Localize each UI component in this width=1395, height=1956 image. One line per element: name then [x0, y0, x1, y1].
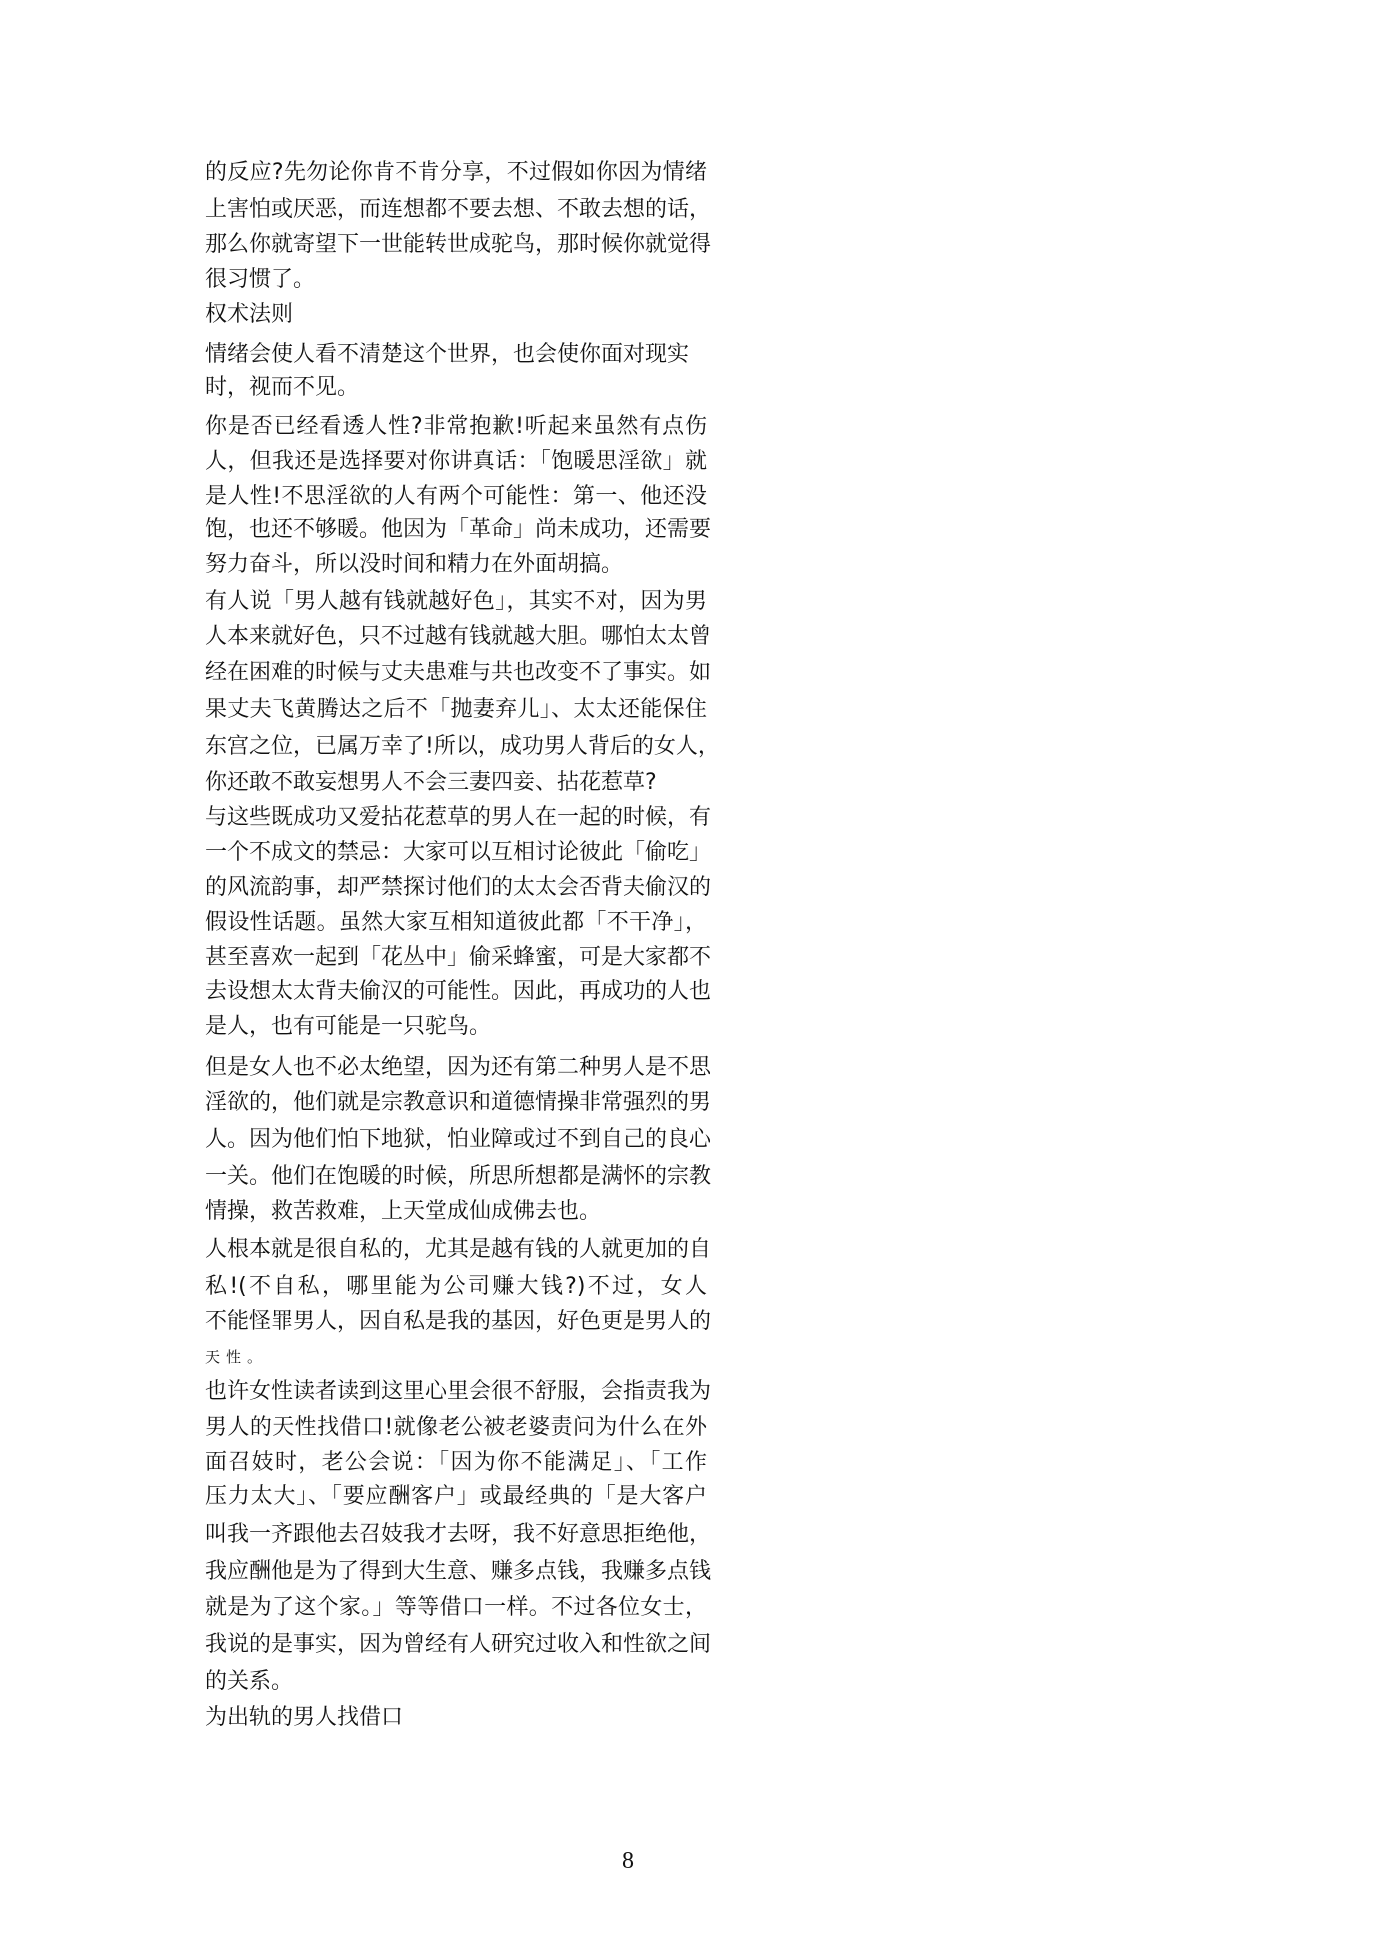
text-line: 就是为了这个家。」等等借口一样。不过各位女士， — [205, 1595, 707, 1620]
text-line: 人，但我还是选择要对你讲真话：「饱暖思淫欲」就 — [205, 449, 707, 474]
text-line: 假设性话题。虽然大家互相知道彼此都「不干净」， — [205, 910, 707, 935]
text-line: 的关系。 — [205, 1669, 294, 1694]
text-line: 有人说「男人越有钱就越好色」，其实不对，因为男 — [205, 589, 707, 614]
text-line: 的反应?先勿论你肯不肯分享，不过假如你因为情绪 — [205, 160, 707, 185]
text-line: 果丈夫飞黄腾达之后不「抛妻弃儿」、太太还能保住 — [205, 697, 707, 722]
page-number: 8 — [622, 1848, 634, 1874]
text-line: 男人的天性找借口!就像老公被老婆责问为什么在外 — [205, 1415, 707, 1440]
text-line: 我应酬他是为了得到大生意、赚多点钱，我赚多点钱 — [205, 1559, 712, 1584]
text-line: 我说的是事实，因为曾经有人研究过收入和性欲之间 — [205, 1632, 712, 1657]
text-line: 那么你就寄望下一世能转世成驼鸟，那时候你就觉得 — [205, 232, 712, 257]
text-line: 情操，救苦救难，上天堂成仙成佛去也。 — [205, 1199, 602, 1224]
text-line: 人根本就是很自私的，尤其是越有钱的人就更加的自 — [205, 1237, 712, 1262]
text-line: 面召妓时，老公会说：「因为你不能满足」、「工作 — [205, 1450, 707, 1475]
text-line: 私!(不自私，哪里能为公司赚大钱?)不过，女人 — [205, 1274, 707, 1299]
section-heading: 为出轨的男人找借口 — [205, 1705, 404, 1730]
text-line: 去设想太太背夫偷汉的可能性。因此，再成功的人也 — [205, 979, 712, 1004]
text-line: 与这些既成功又爱拈花惹草的男人在一起的时候，有 — [205, 805, 712, 830]
text-line: 你还敢不敢妄想男人不会三妻四妾、拈花惹草? — [205, 770, 657, 795]
text-line: 努力奋斗，所以没时间和精力在外面胡搞。 — [205, 552, 624, 577]
text-line: 淫欲的，他们就是宗教意识和道德情操非常强烈的男 — [205, 1090, 712, 1115]
text-line: 饱，也还不够暖。他因为「革命」尚未成功，还需要 — [205, 517, 712, 542]
text-line: 很习惯了。 — [205, 267, 316, 292]
section-heading: 权术法则 — [205, 302, 294, 327]
text-line: 是人，也有可能是一只驼鸟。 — [205, 1014, 492, 1039]
text-line: 的风流韵事，却严禁探讨他们的太太会否背夫偷汉的 — [205, 875, 712, 900]
text-line: 东宫之位，已属万幸了!所以，成功男人背后的女人， — [205, 734, 720, 759]
text-line: 经在困难的时候与丈夫患难与共也改变不了事实。如 — [205, 660, 712, 685]
text-line: 天性。 — [205, 1348, 269, 1366]
text-line: 不能怪罪男人，因自私是我的基因，好色更是男人的 — [205, 1309, 712, 1334]
text-line: 情绪会使人看不清楚这个世界，也会使你面对现实 — [205, 342, 690, 367]
text-line: 人本来就好色，只不过越有钱就越大胆。哪怕太太曾 — [205, 624, 712, 649]
text-line: 甚至喜欢一起到「花丛中」偷采蜂蜜，可是大家都不 — [205, 945, 712, 970]
text-line: 上害怕或厌恶，而连想都不要去想、不敢去想的话， — [205, 197, 712, 222]
text-line: 时，视而不见。 — [205, 375, 360, 400]
text-line: 一个不成文的禁忌：大家可以互相讨论彼此「偷吃」 — [205, 840, 712, 865]
text-line: 人。因为他们怕下地狱，怕业障或过不到自己的良心 — [205, 1127, 712, 1152]
text-line: 但是女人也不必太绝望，因为还有第二种男人是不思 — [205, 1055, 712, 1080]
text-line: 你是否已经看透人性?非常抱歉!听起来虽然有点伤 — [205, 414, 707, 439]
text-line: 是人性!不思淫欲的人有两个可能性：第一、他还没 — [205, 484, 707, 509]
text-line: 也许女性读者读到这里心里会很不舒服，会指责我为 — [205, 1379, 712, 1404]
text-line: 叫我一齐跟他去召妓我才去呀，我不好意思拒绝他， — [205, 1522, 712, 1547]
text-line: 一关。他们在饱暖的时候，所思所想都是满怀的宗教 — [205, 1164, 712, 1189]
text-line: 压力太大」、「要应酬客户」或最经典的「是大客户 — [205, 1484, 707, 1509]
